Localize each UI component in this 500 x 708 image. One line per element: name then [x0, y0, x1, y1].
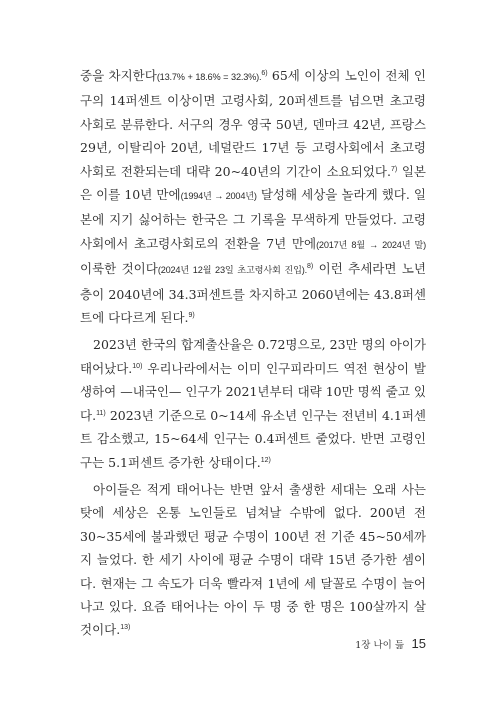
- text-run: 일본은 이를 10년 만에: [80, 163, 426, 203]
- footnote-marker: 6): [261, 70, 268, 77]
- text-run: 이런 추세라면 노년층이 2040년에 34.3퍼센트를 차지하고 2060년에는 43.8퍼센트에 다다르게 된다.: [80, 261, 426, 326]
- text-run: 우리나라에서는 이미 인구피라미드 역전 현상이 발생하여 —내국인— 인구가 2021년부터 대략 10만 명씩 줄고 있다.: [80, 360, 427, 423]
- text-run: 2023년 기준으로 0~14세 유소년 인구는 전년비 4.1퍼센트 감소했고, 15~64세 인구는 0.4퍼센트 줄었다. 반면 고령인구는 5.1퍼센트 증가한 상태이다.: [80, 407, 426, 470]
- footnote-marker: 13): [120, 624, 131, 632]
- text-run: 2023년 한국의 합계출산율은 0.72명으로, 23만 명의 아이가 태어났다.: [80, 337, 426, 376]
- footnote-marker: 7): [390, 165, 398, 173]
- parenthetical-note: (1994년 → 2004년): [180, 191, 257, 202]
- footnote-marker: 12): [260, 456, 271, 464]
- parenthetical-note: (2024년 12월 23일 초고령사회 진입).: [157, 265, 307, 276]
- text-run: 이룩한 것이다: [80, 261, 158, 277]
- text-run: 중을 차지한다: [80, 68, 157, 83]
- text-run: 아이들은 적게 태어나는 반면 앞서 출생한 세대는 오래 사는 탓에 세상은 온통 노인들로 넘쳐날 수밖에 없다. 200년 전 30~35세에 불과했던 평균 수명이 100년 전 기준 45~50세까지 늘었다. 한 세기 사이에 평균 수명이 대략 15년 증가한 셈이다. 현재는 그 속도가 더욱 빨라져 1년에 세 달꼴로 수명이 늘어나고 있다. 요즘 태어나는 아이 두 명 중 한 명은 100살까지 살 것이다.: [80, 481, 426, 638]
- parenthetical-note: (2017년 8월 → 2024년 말): [316, 239, 426, 250]
- paragraph: [80, 333, 426, 473]
- page-number: 15: [411, 636, 426, 651]
- text-run: 65세 이상의 노인이 전체 인구의 14퍼센트 이상이면 고령사회, 20퍼센트를 넘으면 초고령사회로 분류한다. 서구의 경우 영국 50년, 덴마크 42년, 프랑스 29년, 이탈리아 20년, 네덜란드 17년 등 고령사회에서 초고령사회로 전환되는데 대략 20~40년의 기간이 소요되었다.: [80, 68, 426, 179]
- chapter-label: 1장 나이 듦: [355, 640, 405, 651]
- parenthetical-note: (13.7% + 18.6% = 32.3%).: [156, 72, 262, 82]
- footnote-marker: 8): [307, 263, 314, 271]
- text-run: 달성해 세상을 놀라게 했다. 일본에 지기 싫어하는 한국은 그 기록을 무색하게 만들었다. 고령사회에서 초고령사회로의 전환을 7년 만에: [80, 187, 426, 251]
- page-footer: [355, 636, 426, 651]
- footnote-marker: 11): [96, 409, 106, 417]
- footnote-marker: 9): [188, 312, 195, 320]
- footnote-marker: 10): [132, 362, 143, 370]
- body-text: [80, 64, 426, 642]
- paragraph: [80, 64, 426, 329]
- paragraph: [80, 478, 426, 642]
